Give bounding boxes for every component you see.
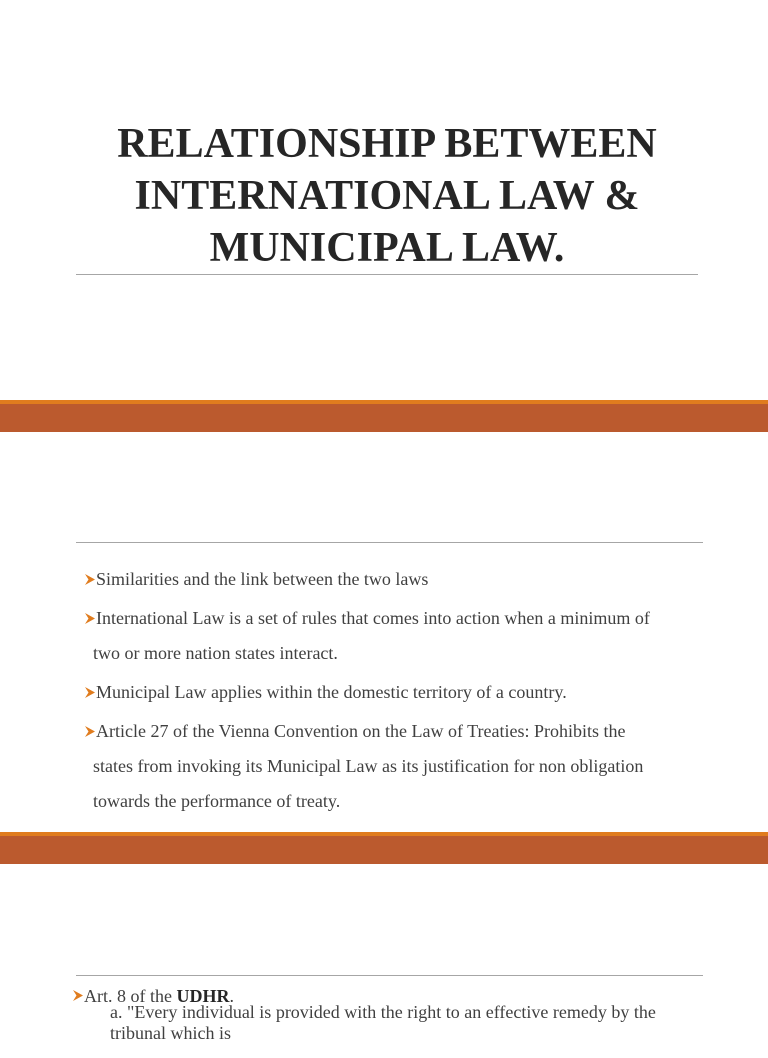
bullet-text: Similarities and the link between the two laws (96, 569, 429, 589)
slide-top-divider (76, 542, 703, 543)
bullet-text: Municipal Law applies within the domestic territory of a country. (96, 682, 567, 702)
slide3-cut-text: a. "Every individual is provided with the right to an effective remedy by the tribunal which is (110, 1002, 656, 1043)
separator-bar (0, 404, 768, 432)
arrowhead-bullet-icon (84, 573, 96, 586)
title-line: RELATIONSHIP BETWEEN (117, 121, 657, 167)
bullet-list (84, 562, 704, 823)
slide3-cut-off-line (110, 1002, 700, 1043)
bullet-continuation: two or more nation states interact. (93, 643, 338, 663)
bullet-continuation: states from invoking its Municipal Law as its justification for non obligation (93, 756, 644, 776)
title-line: INTERNATIONAL LAW & (134, 173, 640, 219)
slide-title-heading (76, 118, 698, 274)
arrowhead-bullet-icon (72, 980, 84, 1012)
bullet-text: International Law is a set of rules that comes into action when a minimum of (96, 608, 650, 628)
arrowhead-bullet-icon (84, 612, 96, 625)
list-item (84, 601, 704, 671)
list-item (84, 562, 704, 597)
slide-separator (0, 832, 768, 864)
slide-top-divider (76, 975, 703, 976)
slide3-prefix: Art. 8 of the (84, 986, 177, 1006)
slide-separator (0, 400, 768, 432)
list-item (84, 714, 704, 819)
list-item (84, 675, 704, 710)
title-line: MUNICIPAL LAW. (209, 225, 565, 271)
arrowhead-bullet-icon (84, 725, 96, 738)
slide3-bold-term: UDHR (176, 986, 230, 1006)
title-divider (76, 274, 698, 275)
arrowhead-bullet-icon (84, 686, 96, 699)
bullet-text: Article 27 of the Vienna Convention on the Law of Treaties: Prohibits the (96, 721, 626, 741)
bullet-continuation: towards the performance of treaty. (93, 791, 341, 811)
slide3-suffix: . (229, 986, 234, 1006)
separator-bar (0, 836, 768, 864)
slide-title (0, 0, 768, 400)
